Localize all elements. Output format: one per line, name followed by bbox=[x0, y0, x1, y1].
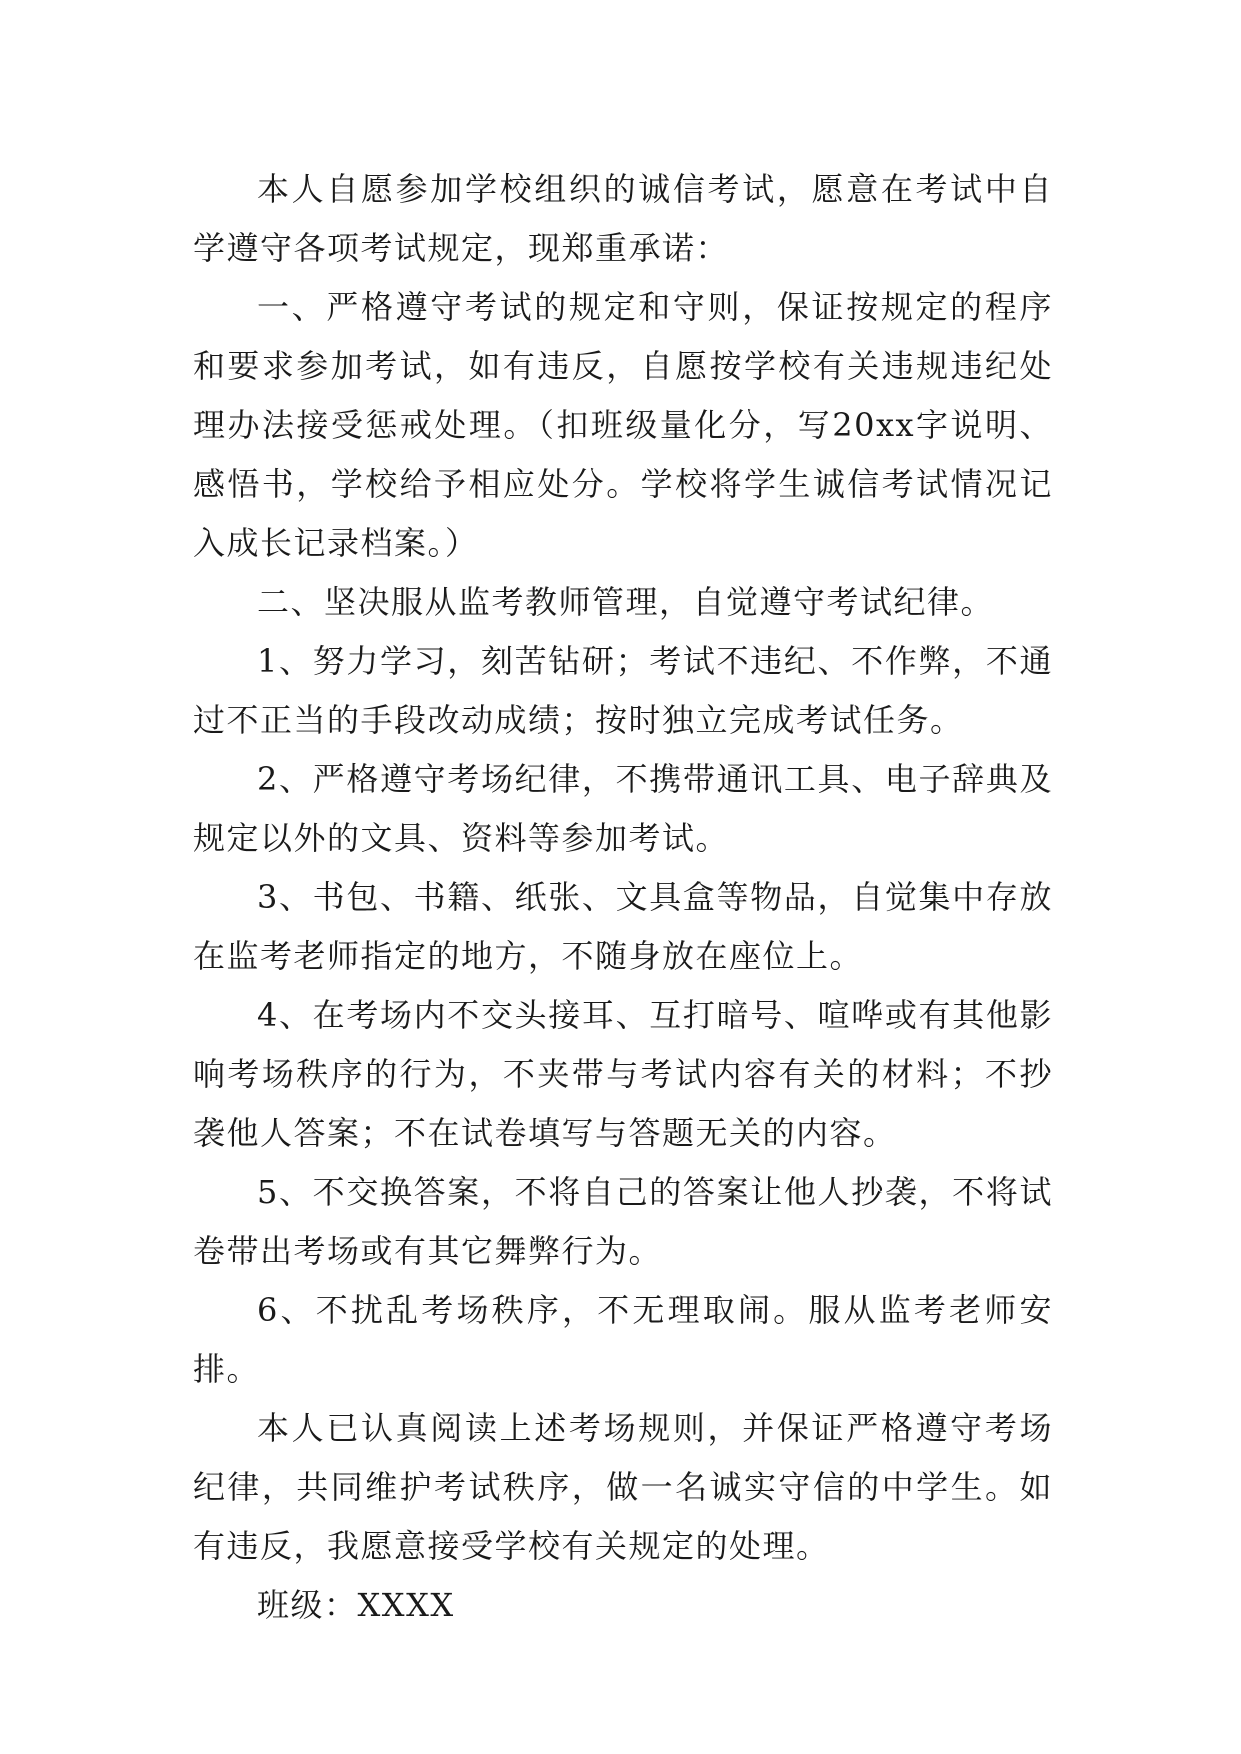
rule-item-3: 3、书包、书籍、纸张、文具盒等物品，自觉集中存放在监考老师指定的地方，不随身放在座位上。 bbox=[193, 878, 1053, 975]
document-body bbox=[193, 160, 1053, 1635]
pledge-item-two: 二、坚决服从监考教师管理，自觉遵守考试纪律。 bbox=[257, 583, 995, 621]
class-field: 班级：XXXX bbox=[257, 1586, 455, 1624]
pledge-item-one: 一、严格遵守考试的规定和守则，保证按规定的程序和要求参加考试，如有违反，自愿按学校有关违规违纪处理办法接受惩戒处理。（扣班级量化分，写20xx字说明、感悟书，学校给予相应处分。学校将学生诚信考试情况记入成长记录档案。） bbox=[193, 288, 1053, 562]
rule-item-4: 4、在考场内不交头接耳、互打暗号、喧哗或有其他影响考场秩序的行为，不夹带与考试内容有关的材料；不抄袭他人答案；不在试卷填写与答题无关的内容。 bbox=[193, 996, 1053, 1152]
intro-paragraph: 本人自愿参加学校组织的诚信考试，愿意在考试中自学遵守各项考试规定，现郑重承诺： bbox=[193, 170, 1053, 267]
rule-item-6: 6、不扰乱考场秩序，不无理取闹。服从监考老师安排。 bbox=[193, 1291, 1053, 1388]
rule-item-1: 1、努力学习，刻苦钻研；考试不违纪、不作弊，不通过不正当的手段改动成绩；按时独立完成考试任务。 bbox=[193, 642, 1053, 739]
rule-item-2: 2、严格遵守考场纪律，不携带通讯工具、电子辞典及规定以外的文具、资料等参加考试。 bbox=[193, 760, 1053, 857]
rule-item-5: 5、不交换答案，不将自己的答案让他人抄袭，不将试卷带出考场或有其它舞弊行为。 bbox=[193, 1173, 1053, 1270]
closing-paragraph: 本人已认真阅读上述考场规则，并保证严格遵守考场纪律，共同维护考试秩序，做一名诚实守信的中学生。如有违反，我愿意接受学校有关规定的处理。 bbox=[193, 1409, 1053, 1565]
